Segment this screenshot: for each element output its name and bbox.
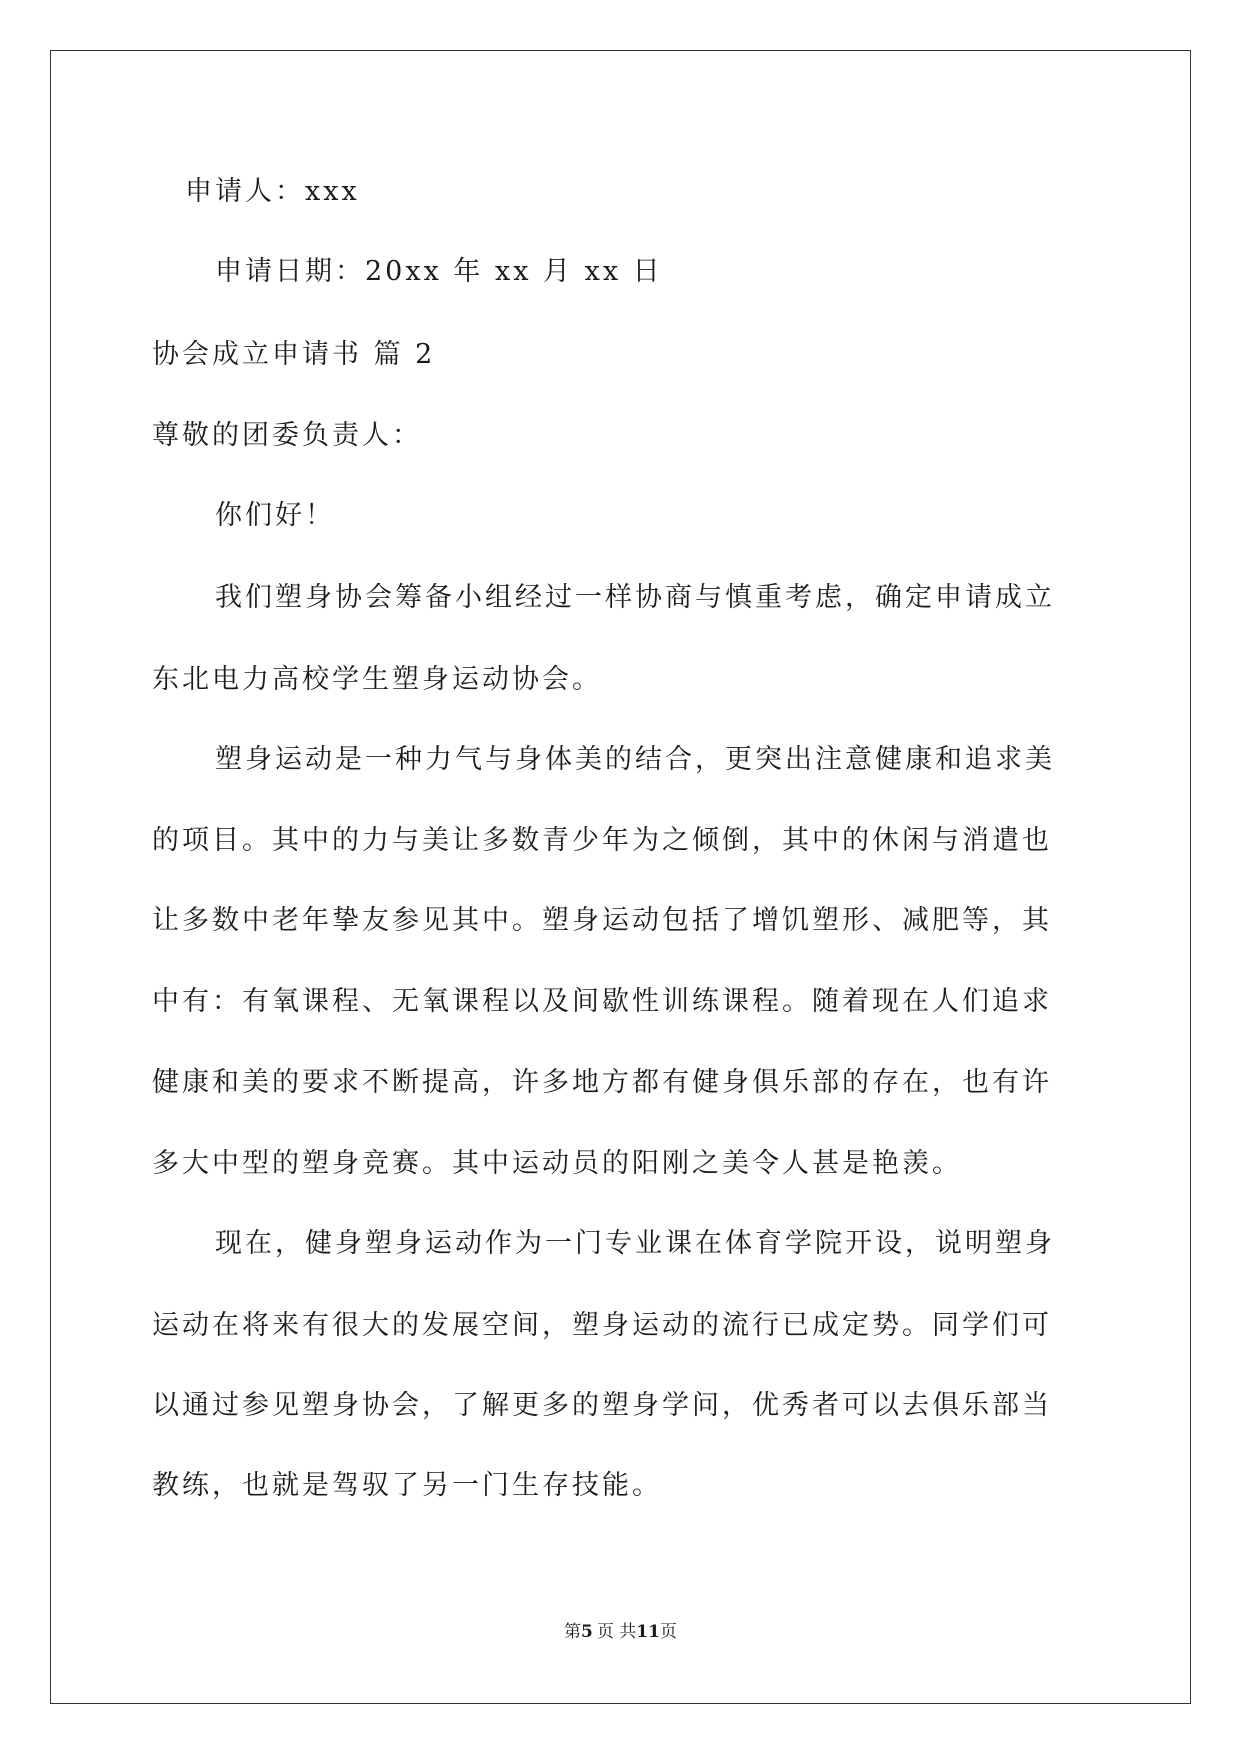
paragraph-line: 以通过参见塑身协会，了解更多的塑身学问，优秀者可以去俱乐部当 (152, 1390, 1052, 1421)
paragraph-line: 教练，也就是驾驭了另一门生存技能。 (152, 1470, 662, 1501)
paragraph-line: 现在，健身塑身运动作为一门专业课在体育学院开设，说明塑身 (215, 1228, 1055, 1259)
footer-suffix: 页 (659, 1622, 677, 1642)
paragraph-line: 我们塑身协会筹备小组经过一样协商与慎重考虑，确定申请成立 (215, 582, 1055, 613)
paragraph-line: 运动在将来有很大的发展空间，塑身运动的流行已成定势。同学们可 (152, 1310, 1052, 1341)
total-pages-number: 11 (636, 1622, 660, 1642)
footer-mid: 页 共 (596, 1622, 637, 1642)
paragraph-line: 塑身运动是一种力气与身体美的结合，更突出注意健康和追求美 (215, 744, 1055, 775)
applicant-line: 申请人：xxx (185, 176, 360, 207)
section-heading: 协会成立申请书 篇 2 (152, 339, 436, 370)
current-page-number: 5 (581, 1622, 593, 1642)
footer-prefix: 第 (564, 1622, 582, 1642)
page-border (50, 50, 1191, 1704)
paragraph-line: 的项目。其中的力与美让多数青少年为之倾倒，其中的休闲与消遣也 (152, 825, 1052, 856)
paragraph-line: 中有：有氧课程、无氧课程以及间歇性训练课程。随着现在人们追求 (152, 986, 1052, 1017)
paragraph-line: 健康和美的要求不断提高，许多地方都有健身俱乐部的存在，也有许 (152, 1067, 1052, 1098)
application-date-line: 申请日期：20xx 年 xx 月 xx 日 (215, 256, 663, 287)
salutation: 尊敬的团委负责人： (152, 420, 422, 451)
greeting: 你们好！ (215, 500, 335, 531)
paragraph-line: 东北电力高校学生塑身运动协会。 (152, 664, 602, 695)
paragraph-line: 让多数中老年挚友参见其中。塑身运动包括了增饥塑形、减肥等，其 (152, 905, 1052, 936)
paragraph-line: 多大中型的塑身竞赛。其中运动员的阳刚之美令人甚是艳羡。 (152, 1148, 962, 1179)
page-footer (0, 1620, 1241, 1644)
